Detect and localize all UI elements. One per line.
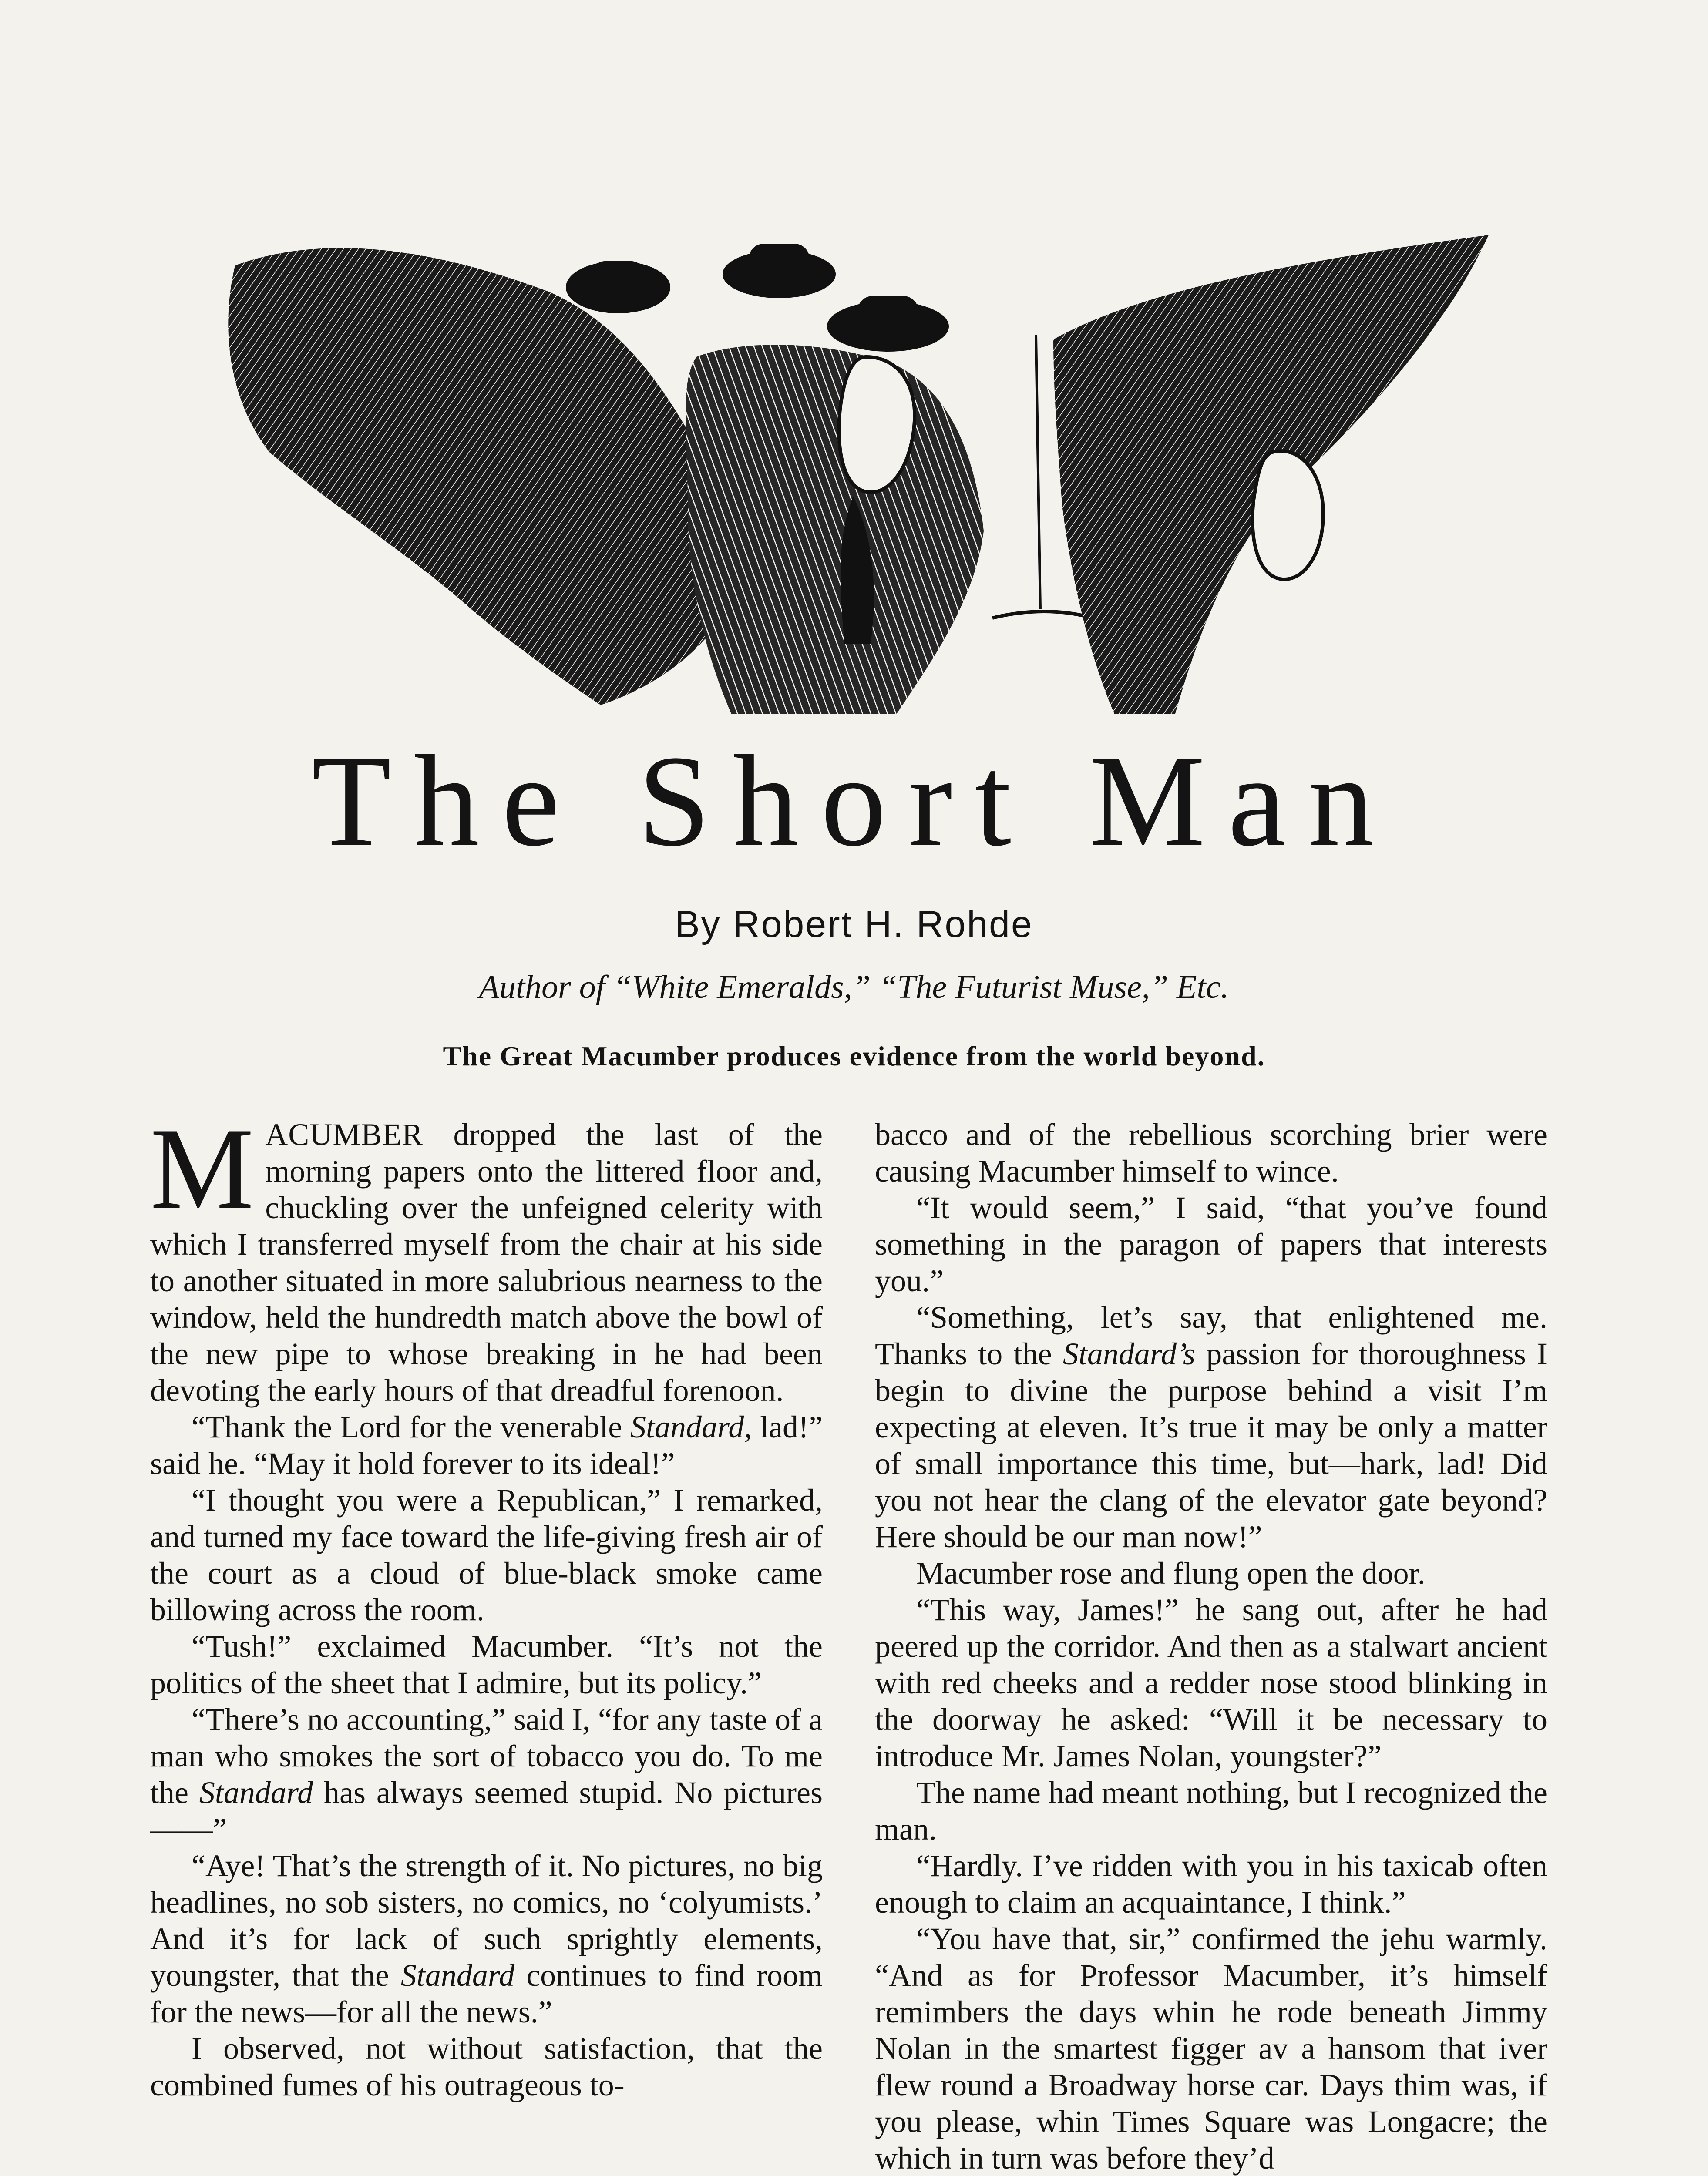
story-title: The Short Man bbox=[311, 729, 1397, 873]
paragraph: “There’s no accounting,” said I, “for any taste of a man who smokes the sort of tobacco you do. To me the Standard has always seemed stupid. No pictures——” bbox=[150, 1702, 823, 1847]
paragraph: “Thank the Lord for the venerable Standard, lad!” said he. “May it hold forever to its ideal!” bbox=[150, 1410, 823, 1481]
paragraph: “Hardly. I’ve ridden with you in his taxicab often enough to claim an acquaintance, I think.” bbox=[875, 1848, 1547, 1920]
paragraph: “It would seem,” I said, “that you’ve found something in the paragon of papers that interests you.” bbox=[875, 1190, 1547, 1298]
drop-cap: M bbox=[150, 1104, 254, 1233]
paragraph: I observed, not without satisfaction, that the combined fumes of his outrageous to- bbox=[150, 2031, 823, 2102]
paragraph: The name had meant nothing, but I recognized the man. bbox=[875, 1775, 1547, 1847]
paragraph: Macumber rose and flung open the door. bbox=[916, 1556, 1426, 1591]
text-column-right bbox=[875, 1116, 1547, 2176]
paragraph: “Aye! That’s the strength of it. No pictures, no big headlines, no sob sisters, no comics, no ‘colyumists.’ And it’s for lack of such sprightly elements, youngster, that the Standard continues to find room for the news—for all the news.” bbox=[150, 1848, 823, 2029]
paragraph: “Tush!” exclaimed Macumber. “It’s not the politics of the sheet that I admire, but its policy.” bbox=[150, 1629, 823, 1700]
paragraph: bacco and of the rebellious scorching brier were causing Macumber himself to wince. bbox=[875, 1117, 1547, 1189]
paragraph: “I thought you were a Republican,” I remarked, and turned my face toward the life-giving fresh air of the court as a cloud of blue-black smoke came billowing across the room. bbox=[150, 1483, 823, 1627]
author-credits: Author of “White Emeralds,” “The Futurist Muse,” Etc. bbox=[479, 969, 1229, 1005]
paragraph: “This way, James!” he sang out, after he had peered up the corridor. And then as a stalwart ancient with red cheeks and a redder nose stood blinking in the doorway he asked: “Will it be necessary to introduce Mr. James Nolan, youngster?” bbox=[875, 1592, 1547, 1773]
paragraph: “You have that, sir,” confirmed the jehu warmly. “And as for Professor Macumber, it’s himself remimbers the days whin he rode beneath Jimmy Nolan in the smartest figger av a hansom that iver flew round a Broadway horse car. Days thim was, if you please, whin Times Square was Longacre; the which in turn was before they’d bbox=[875, 1921, 1547, 2176]
story-blurb: The Great Macumber produces evidence from the world beyond. bbox=[443, 1041, 1265, 1071]
text-column-left bbox=[150, 1104, 823, 2103]
byline: By Robert H. Rohde bbox=[675, 903, 1033, 945]
story-header-illustration bbox=[218, 226, 1497, 718]
paragraph: MACUMBER dropped the last of the morning papers onto the littered floor and, chuckling over the unfeigned celerity with which I transferred myself from the chair at his side to another situated in more salubrious nearness to the window, held the hundredth match above the bowl of the new pipe to whose breaking in he had been devoting the early hours of that dreadful forenoon. bbox=[150, 1104, 823, 1408]
paragraph: “Something, let’s say, that enlightened me. Thanks to the Standard’s passion for thoroughness I begin to divine the purpose behind a visit I’m expecting at eleven. It’s true it may be only a matter of small importance this time, but—hark, lad! Did you not hear the clang of the elevator gate beyond? Here should be our man now!” bbox=[875, 1300, 1548, 1554]
